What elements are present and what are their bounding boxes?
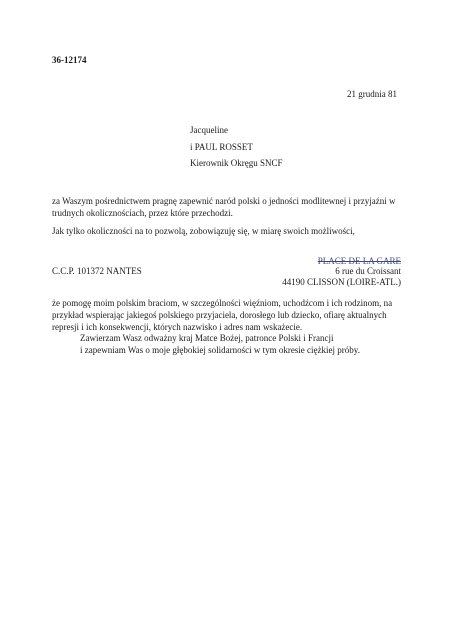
ccp-account: C.C.P. 101372 NANTES <box>52 266 142 276</box>
body-paragraph-2: Jak tylko okoliczności na to pozwolą, zobowiązuję się, w miarę swoich możliwości, <box>52 226 355 236</box>
sender-street: 6 rue du Croissant <box>335 266 401 276</box>
body-paragraph-3: że pomogę moim polskim braciom, w szczególności więźniom, uchodźcom i ich rodzinom, na przykład wspierając jakiegoś polskiego przyjaciela, dorosłego lub dziecko, ofiarę aktualnych represji i ich konsekwencji, których nazwisko i adres nam wskażecie. <box>52 298 393 332</box>
sender-place-struck: PLACE DE LA GARE <box>317 256 401 266</box>
closing-line-2: i zapewniam Was o moje głębokiej solidarności w tym okresie ciężkiej próby. <box>80 345 360 355</box>
sender-city: 44190 CLISSON (LOIRE-ATL.) <box>282 277 401 287</box>
body-paragraph-1: za Waszym pośrednictwem pragnę zapewnić naród polski o jedności modlitewnej i przyjaźni w trudnych okolicznościach, przez które przechodzi. <box>52 196 396 218</box>
recipient-line-1: Jacqueline <box>190 125 228 135</box>
document-id: 36-12174 <box>52 55 87 65</box>
closing-line-1: Zawierzam Wasz odważny kraj Matce Bożej, patronce Polski i Francji <box>80 333 334 343</box>
letter-date: 21 grudnia 81 <box>347 89 397 99</box>
recipient-line-3: Kierownik Okręgu SNCF <box>190 158 283 168</box>
recipient-line-2: i PAUL ROSSET <box>190 142 253 152</box>
